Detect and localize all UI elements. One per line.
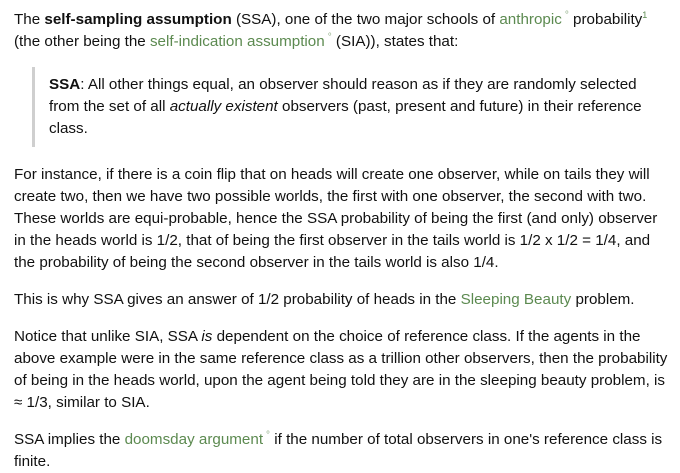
sleeping-beauty-link[interactable]: Sleeping Beauty	[460, 291, 572, 308]
sia-link[interactable]: self-indication assumption	[149, 33, 325, 50]
ssa-definition-blockquote	[32, 67, 649, 147]
link-marker-icon: °	[564, 9, 569, 21]
ssa-term-bold: self-sampling assumption	[44, 11, 232, 28]
sleeping-beauty-paragraph	[14, 289, 672, 311]
ssa-label: SSA	[49, 76, 81, 93]
link-marker-icon: °	[266, 429, 271, 441]
intro-text-5: (SIA)), states that:	[331, 33, 459, 50]
quote-emphasis: actually existent	[169, 98, 278, 115]
intro-paragraph	[14, 9, 672, 53]
intro-text-2: (SSA), one of the two major schools of	[231, 11, 500, 28]
para3-text-1: This is why SSA gives an answer of 1/2 probability of heads in the	[14, 291, 461, 308]
coin-flip-paragraph: For instance, if there is a coin flip that on heads will create one observer, while on tails they will create two, then we have two possible worlds, the first with one observer, the second with two. These worlds are equi-probable, hence the SSA probability of being the first (and only) observer in the heads world is 1/2, that of being the first observer in the tails world is 1/2 x 1/2 = 1/4, and the probability of being the second observer in the tails world is also 1/4.	[14, 166, 658, 271]
footnote-ref[interactable]: 1	[642, 9, 648, 20]
quote-text-1: : All other things equal, an observer should reason as if they are randomly selected from the set of all	[49, 76, 637, 115]
intro-text-4: (the other being the	[14, 33, 150, 50]
para3-text-2: problem.	[571, 291, 635, 308]
para4-emphasis: is	[201, 328, 213, 345]
doomsday-argument-link[interactable]: doomsday argument	[124, 431, 264, 448]
ssa-definition	[49, 74, 649, 140]
intro-text-1: The	[14, 11, 45, 28]
link-marker-icon: °	[327, 31, 332, 43]
doomsday-paragraph	[14, 429, 672, 473]
reference-class-paragraph	[14, 326, 672, 414]
anthropic-link[interactable]: anthropic	[499, 11, 562, 28]
para5-text-2: if the number of total observers in one's reference class is finite.	[14, 431, 663, 470]
intro-text-3: probability	[568, 11, 643, 28]
para4-text-2: dependent on the choice of reference class. If the agents in the above example were in the same reference class as a trillion other observers, then the probability of being in the heads world, upon the agent being told they are in the sleeping beauty problem, is ≈ 1/3, similar to SIA.	[14, 328, 668, 411]
quote-text-2: observers (past, present and future) in their reference class.	[49, 98, 642, 137]
para5-text-1: SSA implies the	[14, 431, 125, 448]
para4-text-1: Notice that unlike SIA, SSA	[14, 328, 202, 345]
